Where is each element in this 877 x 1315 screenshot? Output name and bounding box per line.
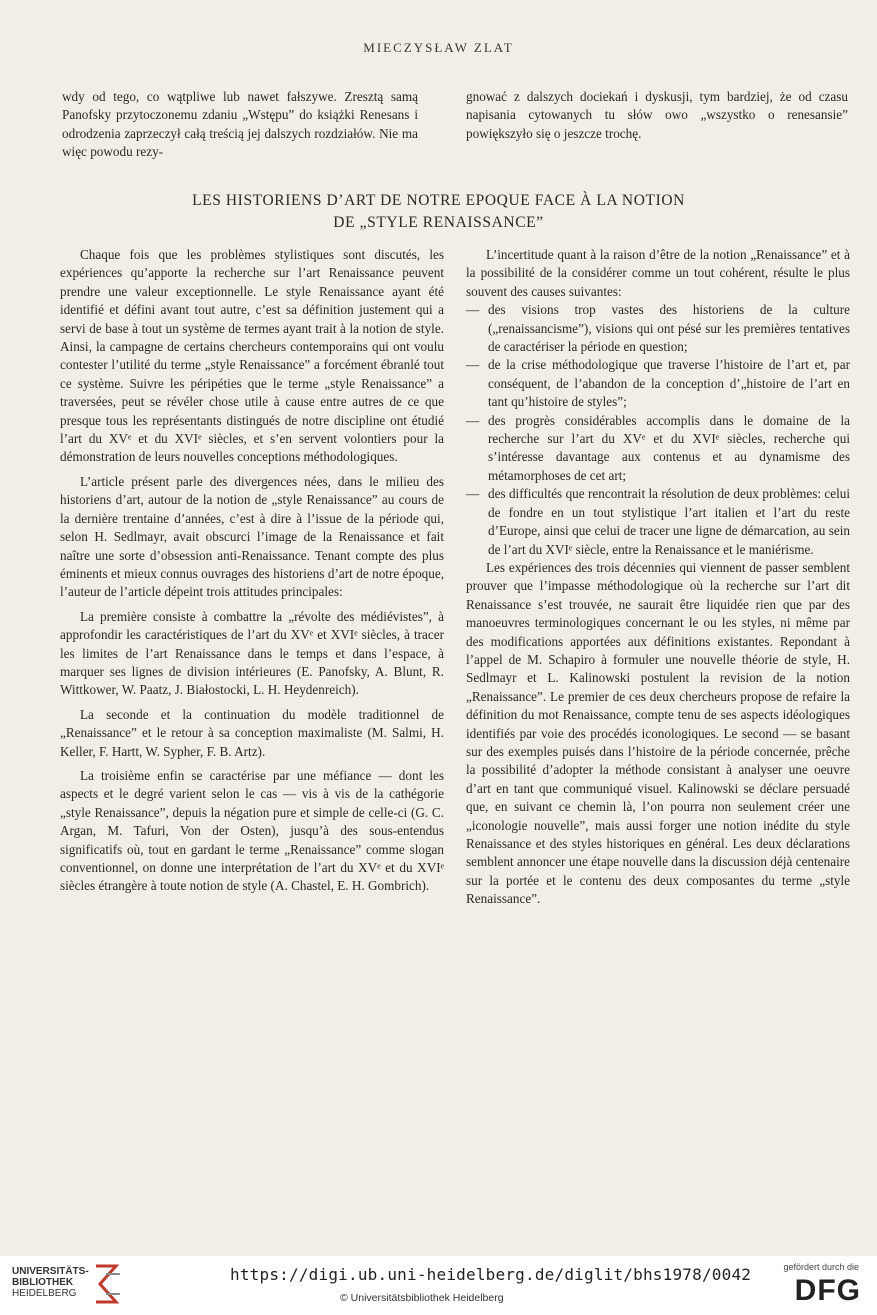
permalink-url[interactable]: https://digi.ub.uni-heidelberg.de/diglit/bhs1978/0042 xyxy=(230,1265,752,1284)
sponsor-label: gefördert durch die xyxy=(783,1262,859,1272)
article-title-line-2: DE „STYLE RENAISSANCE” xyxy=(333,214,544,231)
summary-right-column xyxy=(466,246,850,909)
cause-item xyxy=(466,356,850,411)
cause-text: des visions trop vastes des historiens de la culture („renaissancisme”), visions qui ont pésé sur les premières tentatives de caractériser la période en question; xyxy=(488,302,850,355)
dash-bullet: — xyxy=(466,302,480,318)
dash-bullet: — xyxy=(466,357,480,373)
library-logo-line-3: HEIDELBERG xyxy=(12,1288,77,1299)
cause-text: des difficultés que rencontrait la résolution de deux problèmes: celui de fondre en un tout stylistique l’art italien et l’art du reste d’Europe, ainsi que celui de tracer une ligne de démarcation, au sein de l’art du XVIᵉ siècle, entre la Renaissance et le maniérisme. xyxy=(488,486,850,557)
paragraph-5: La troisième enfin se caractérise par une méfiance — dont les aspects et le degré varient selon le cas — vis à vis de la cathégorie „style Renaissance”, depuis la négation pure et simple de celle-ci (G. C. Argan, M. Tafuri, Von der Osten), jusqu’à des sous-entendus significatifs où, tout en gardant le terme „Renaissance” comme slogan conventionnel, on donne une interprétation de l’art du XVᵉ et du XVIᵉ siècles étrangère à toute notion de style (A. Chastel, E. H. Gombrich). xyxy=(60,767,444,894)
library-logo-line-2: BIBLIOTHEK xyxy=(12,1277,74,1288)
article-title-line-1: LES HISTORIENS D’ART DE NOTRE EPOQUE FACE À LA NOTION xyxy=(192,192,685,209)
polish-text-left-column xyxy=(62,88,418,162)
polish-text-right-column xyxy=(466,88,848,143)
paragraph-3: La première consiste à combattre la „révolte des médiévistes”, à approfondir les caractéristiques de l’art du XVᵉ et XVIᵉ siècles, à tracer les limites de l’art Renaissance dans le temps et dans l’espace, à marquer ses lignes de division intérieures (E. Panofsky, A. Blunt, R. Wittkower, W. Paatz, J. Białostocki, L. H. Heydenreich). xyxy=(60,608,444,698)
cause-item xyxy=(466,301,850,356)
dash-bullet: — xyxy=(466,486,480,502)
paragraph-2: L’article présent parle des divergences nées, dans le milieu des historiens d’art, autour de la notion de „style Renaissance” au cours de la dernière trentaine d’années, c’est à dire à l’issue de la période qui, selon H. Sedlmayr, avait obscurci l’image de la Renaissance et fait naître une sorte d’obsession anti-Renaissance. Tenant compte des plus éminents et mieux connus ouvrages des historiens d’art de notre époque, l’auteur de l’article dépeint trois attitudes principales: xyxy=(60,473,444,600)
running-head: MIECZYSŁAW ZLAT xyxy=(363,40,514,55)
copyright-notice: © Universitätsbibliothek Heidelberg xyxy=(340,1292,504,1304)
paragraph-1: Chaque fois que les problèmes stylistiques sont discutés, les expériences qu’apporte la recherche sur l’art Renaissance peuvent prendre une valeur exceptionnelle. Le style Renaissance ayant été identifié et défini avant tout autre, c’est sa définition justement qui a servi de base à tout un système de termes ayant trait à la notion de style. Ainsi, la campagne de certains chercheurs contemporains qui ont voulu contester l’utilité du terme „style Renaissance” a forcément ébranlé tout ce système. Suivre les péripéties que le terme „style Renaissance” a traversées, peut se révéler chose utile à cause entre autres de ce que presque tous les représentants distingués de notre discipline ont étudié l’art du XVᵉ et du XVIᵉ siècles, et s’en servent volontiers pour la démonstration de leurs nouvelles conceptions méthodologiques. xyxy=(60,247,444,465)
library-logo-text[interactable] xyxy=(12,1266,89,1299)
article-title xyxy=(60,190,817,234)
dfg-logo[interactable]: DFG xyxy=(794,1274,861,1307)
causes-intro: L’incertitude quant à la raison d’être de la notion „Renaissance” et à la possibilité de la considérer comme un tout cohérent, résulte le plus souvent des causes suivantes: xyxy=(466,247,850,299)
polish-paragraph-end-continued: gnować z dalszych dociekań i dyskusji, tym bardziej, że od czasu napisania cytowanych tu słów owo „wszystko o renesansie” powiększyło się o jeszcze trochę. xyxy=(466,89,848,141)
cause-item xyxy=(466,485,850,559)
polish-paragraph-end: wdy od tego, co wątpliwe lub nawet fałszywe. Zresztą samą Panofsky przytoczonemu zdaniu „Wstępu” do książki Renesans i odrodzenia zaprzeczył całą treścią jej dalszych rozdziałów. Nie ma więc powodu rezy- xyxy=(62,89,418,160)
library-logo-line-1: UNIVERSITÄTS- xyxy=(12,1266,89,1277)
cause-text: de la crise méthodologique que traverse l’histoire de l’art et, par conséquent, de l’abandon de la conception d’„histoire de l’art en tant qu’histoire de styles”; xyxy=(488,357,850,410)
paragraph-4: La seconde et la continuation du modèle traditionnel de „Renaissance” et le retour à sa conception maximaliste (M. Salmi, H. Keller, F. Hartt, W. Sypher, F. B. Artz). xyxy=(60,706,444,759)
dash-bullet: — xyxy=(466,412,480,428)
cause-text: des progrès considérables accomplis dans le domaine de la recherche sur l’art du XVᵉ et du XVIᵉ siècles, recherche qui s’intéresse davantage aux contenus et au dynamisme des métamorphoses de cet art; xyxy=(488,412,850,483)
library-logo-icon[interactable] xyxy=(90,1260,124,1308)
cause-item xyxy=(466,412,850,486)
conclusion-paragraph: Les expériences des trois décennies qui viennent de passer semblent prouver que l’impasse méthodologique où la recherche sur l’art dit Renaissance s’est trouvée, ne saurait être liquidée rien que par des manoeuvres terminologiques concernant le ou les styles, ni même par des modifications apportées aux définitions existantes. Repondant à l’appel de M. Schapiro à formuler une nouvelle théorie de style, H. Sedlmayr et L. Kalinowski postulent la revision de la notion „Renaissance”. Le premier de ces deux chercheurs propose de refaire la définition du mot Renaissance, compte tenu de ses aspects idéologiques identifiés par voie des procédés iconologiques. Le second — se basant sur des exemples puisés dans l’histoire de la période concernée, prêche la possibilité d’adopter la méthode consistant à analyser une oeuvre d’art en tant que communiqué visuel. Kalinowski se déclare persuadé que, en suivant ce chemin là, l’on pourra non seulement créer une „iconologie nouvelle”, mais aussi forger une notion inédite du style Renaissance et des styles historiques en général. Les deux déclarations semblent annoncer une étape nouvelle dans la discussion déjà centenaire sur la portée et le contenu des deux composantes du terme „style Renaissance”. xyxy=(466,559,850,907)
summary-left-column xyxy=(60,246,444,896)
